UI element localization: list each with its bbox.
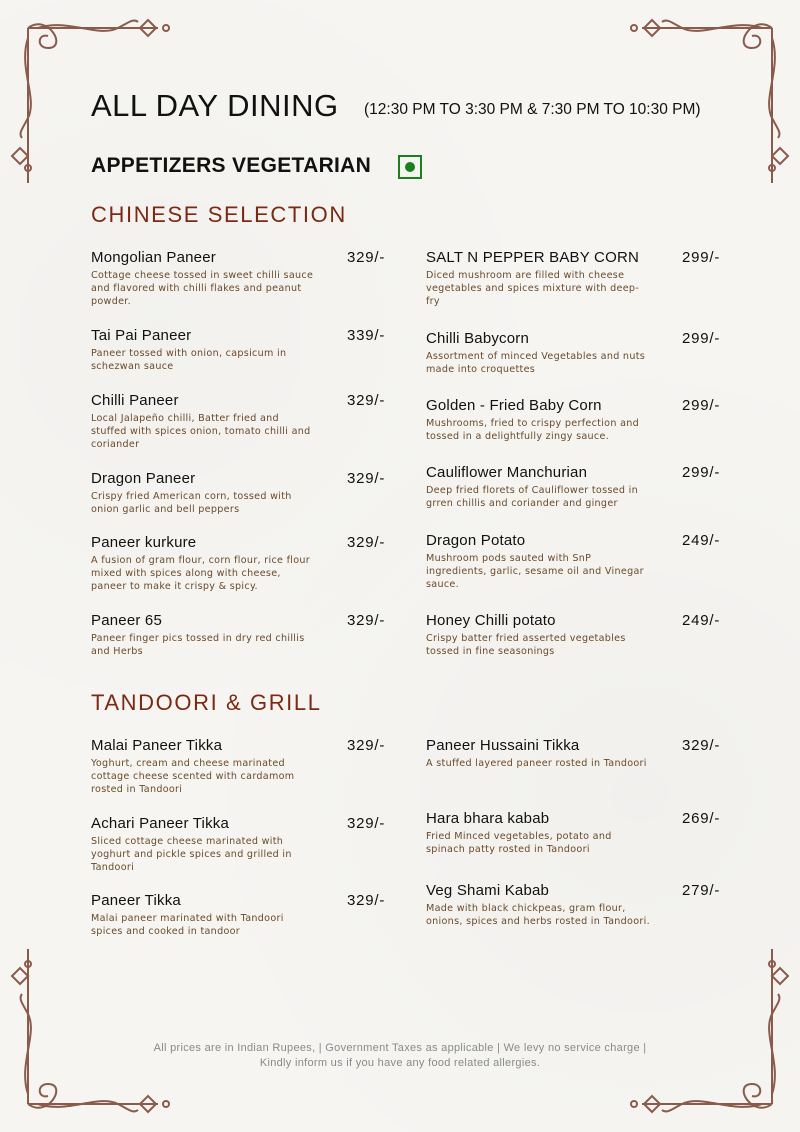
menu-item [426, 810, 726, 856]
footer-line-prices: All prices are in Indian Rupees, | Government Taxes as applicable | We levy no service charge | [153, 1042, 647, 1054]
item-description: Deep fried florets of Cauliflower tossed in grren chillis and coriander and ginger [426, 485, 638, 509]
item-price: 279/- [682, 882, 721, 899]
item-description: Fried Minced vegetables, potato and spinach patty rosted in Tandoori [426, 831, 612, 855]
menu-item [426, 612, 726, 658]
item-price: 299/- [682, 397, 721, 414]
item-name: Paneer Hussaini Tikka [426, 737, 580, 754]
menu-item [426, 330, 726, 376]
item-description: Assortment of minced Vegetables and nuts made into croquettes [426, 351, 646, 375]
section-title-tandoori: TANDOORI & GRILL [91, 690, 322, 715]
item-price: 299/- [682, 330, 721, 347]
item-price: 329/- [347, 392, 386, 409]
corner-ornament-bottom-right [602, 934, 792, 1124]
item-price: 299/- [682, 249, 721, 266]
item-description: Diced mushroom are filled with cheese vegetables and spices mixture with deep-fry [426, 270, 640, 307]
item-price: 329/- [682, 737, 721, 754]
item-name: Tai Pai Paneer [91, 327, 192, 344]
menu-item [91, 392, 391, 451]
item-name: Veg Shami Kabab [426, 882, 550, 899]
item-description: Paneer finger pics tossed in dry red chillis and Herbs [91, 633, 305, 657]
category-title: APPETIZERS VEGETARIAN [91, 154, 372, 177]
item-name: Paneer 65 [91, 612, 163, 629]
item-name: Cauliflower Manchurian [426, 464, 588, 481]
item-price: 329/- [347, 470, 386, 487]
item-price: 269/- [682, 810, 721, 827]
item-name: Paneer kurkure [91, 534, 197, 551]
item-name: Hara bhara kabab [426, 810, 550, 827]
item-price: 249/- [682, 612, 721, 629]
item-description: Yoghurt, cream and cheese marinated cottage cheese scented with cardamom rosted in Tandoori [91, 758, 295, 795]
item-description: Cottage cheese tossed in sweet chilli sauce and flavored with chilli flakes and peanut powder. [91, 270, 314, 307]
item-name: Chilli Babycorn [426, 330, 530, 347]
menu-item [426, 882, 726, 928]
item-name: Dragon Paneer [91, 470, 196, 487]
footer-line-allergies: Kindly inform us if you have any food related allergies. [259, 1057, 541, 1069]
item-description: Sliced cottage cheese marinated with yoghurt and pickle spices and grilled in Tandoori [91, 836, 292, 873]
item-price: 329/- [347, 249, 386, 266]
footer-note [0, 1041, 800, 1071]
item-description: A fusion of gram flour, corn flour, rice flour mixed with spices along with cheese, paneer to make it crispy & spicy. [91, 555, 311, 592]
page-title: ALL DAY DINING [91, 88, 339, 123]
menu-item [91, 815, 391, 874]
menu-item [91, 249, 391, 308]
item-description: A stuffed layered paneer rosted in Tandoori [426, 758, 647, 769]
menu-item [91, 470, 391, 516]
item-name: SALT N PEPPER BABY CORN [426, 249, 640, 266]
menu-item [426, 737, 726, 770]
item-price: 329/- [347, 612, 386, 629]
item-price: 329/- [347, 534, 386, 551]
menu-item [426, 464, 726, 510]
item-description: Made with black chickpeas, gram flour, onions, spices and herbs rosted in Tandoori. [426, 903, 650, 927]
item-description: Crispy fried American corn, tossed with onion garlic and bell peppers [91, 491, 292, 515]
menu-item [91, 534, 391, 593]
item-price: 299/- [682, 464, 721, 481]
menu-item [426, 397, 726, 443]
dining-hours: (12:30 PM TO 3:30 PM & 7:30 PM TO 10:30 PM) [364, 101, 701, 118]
item-description: Malai paneer marinated with Tandoori spices and cooked in tandoor [91, 913, 284, 937]
item-price: 339/- [347, 327, 386, 344]
menu-item [426, 532, 726, 591]
menu-item [426, 249, 726, 308]
item-name: Chilli Paneer [91, 392, 179, 409]
item-description: Mushroom pods sauted with SnP ingredients, garlic, sesame oil and Vinegar sauce. [426, 553, 644, 590]
item-name: Paneer Tikka [91, 892, 181, 909]
item-name: Mongolian Paneer [91, 249, 216, 266]
item-name: Malai Paneer Tikka [91, 737, 223, 754]
menu-item [91, 737, 391, 796]
section-title-chinese: CHINESE SELECTION [91, 202, 347, 227]
item-name: Achari Paneer Tikka [91, 815, 230, 832]
item-description: Crispy batter fried asserted vegetables tossed in fine seasonings [426, 633, 626, 657]
item-description: Local Jalapeño chilli, Batter fried and stuffed with spices onion, tomato chilli and coriander [91, 413, 311, 450]
item-price: 329/- [347, 737, 386, 754]
menu-item [91, 892, 391, 938]
item-name: Honey Chilli potato [426, 612, 556, 629]
item-price: 329/- [347, 892, 386, 909]
corner-ornament-bottom-left [8, 934, 198, 1124]
item-price: 249/- [682, 532, 721, 549]
item-price: 329/- [347, 815, 386, 832]
item-description: Mushrooms, fried to crispy perfection and tossed in a delightfully zingy sauce. [426, 418, 640, 442]
vegetarian-mark-icon [398, 155, 422, 179]
item-name: Dragon Potato [426, 532, 526, 549]
menu-item [91, 327, 391, 373]
item-description: Paneer tossed with onion, capsicum in schezwan sauce [91, 348, 287, 372]
menu-item [91, 612, 391, 658]
item-name: Golden - Fried Baby Corn [426, 397, 602, 414]
